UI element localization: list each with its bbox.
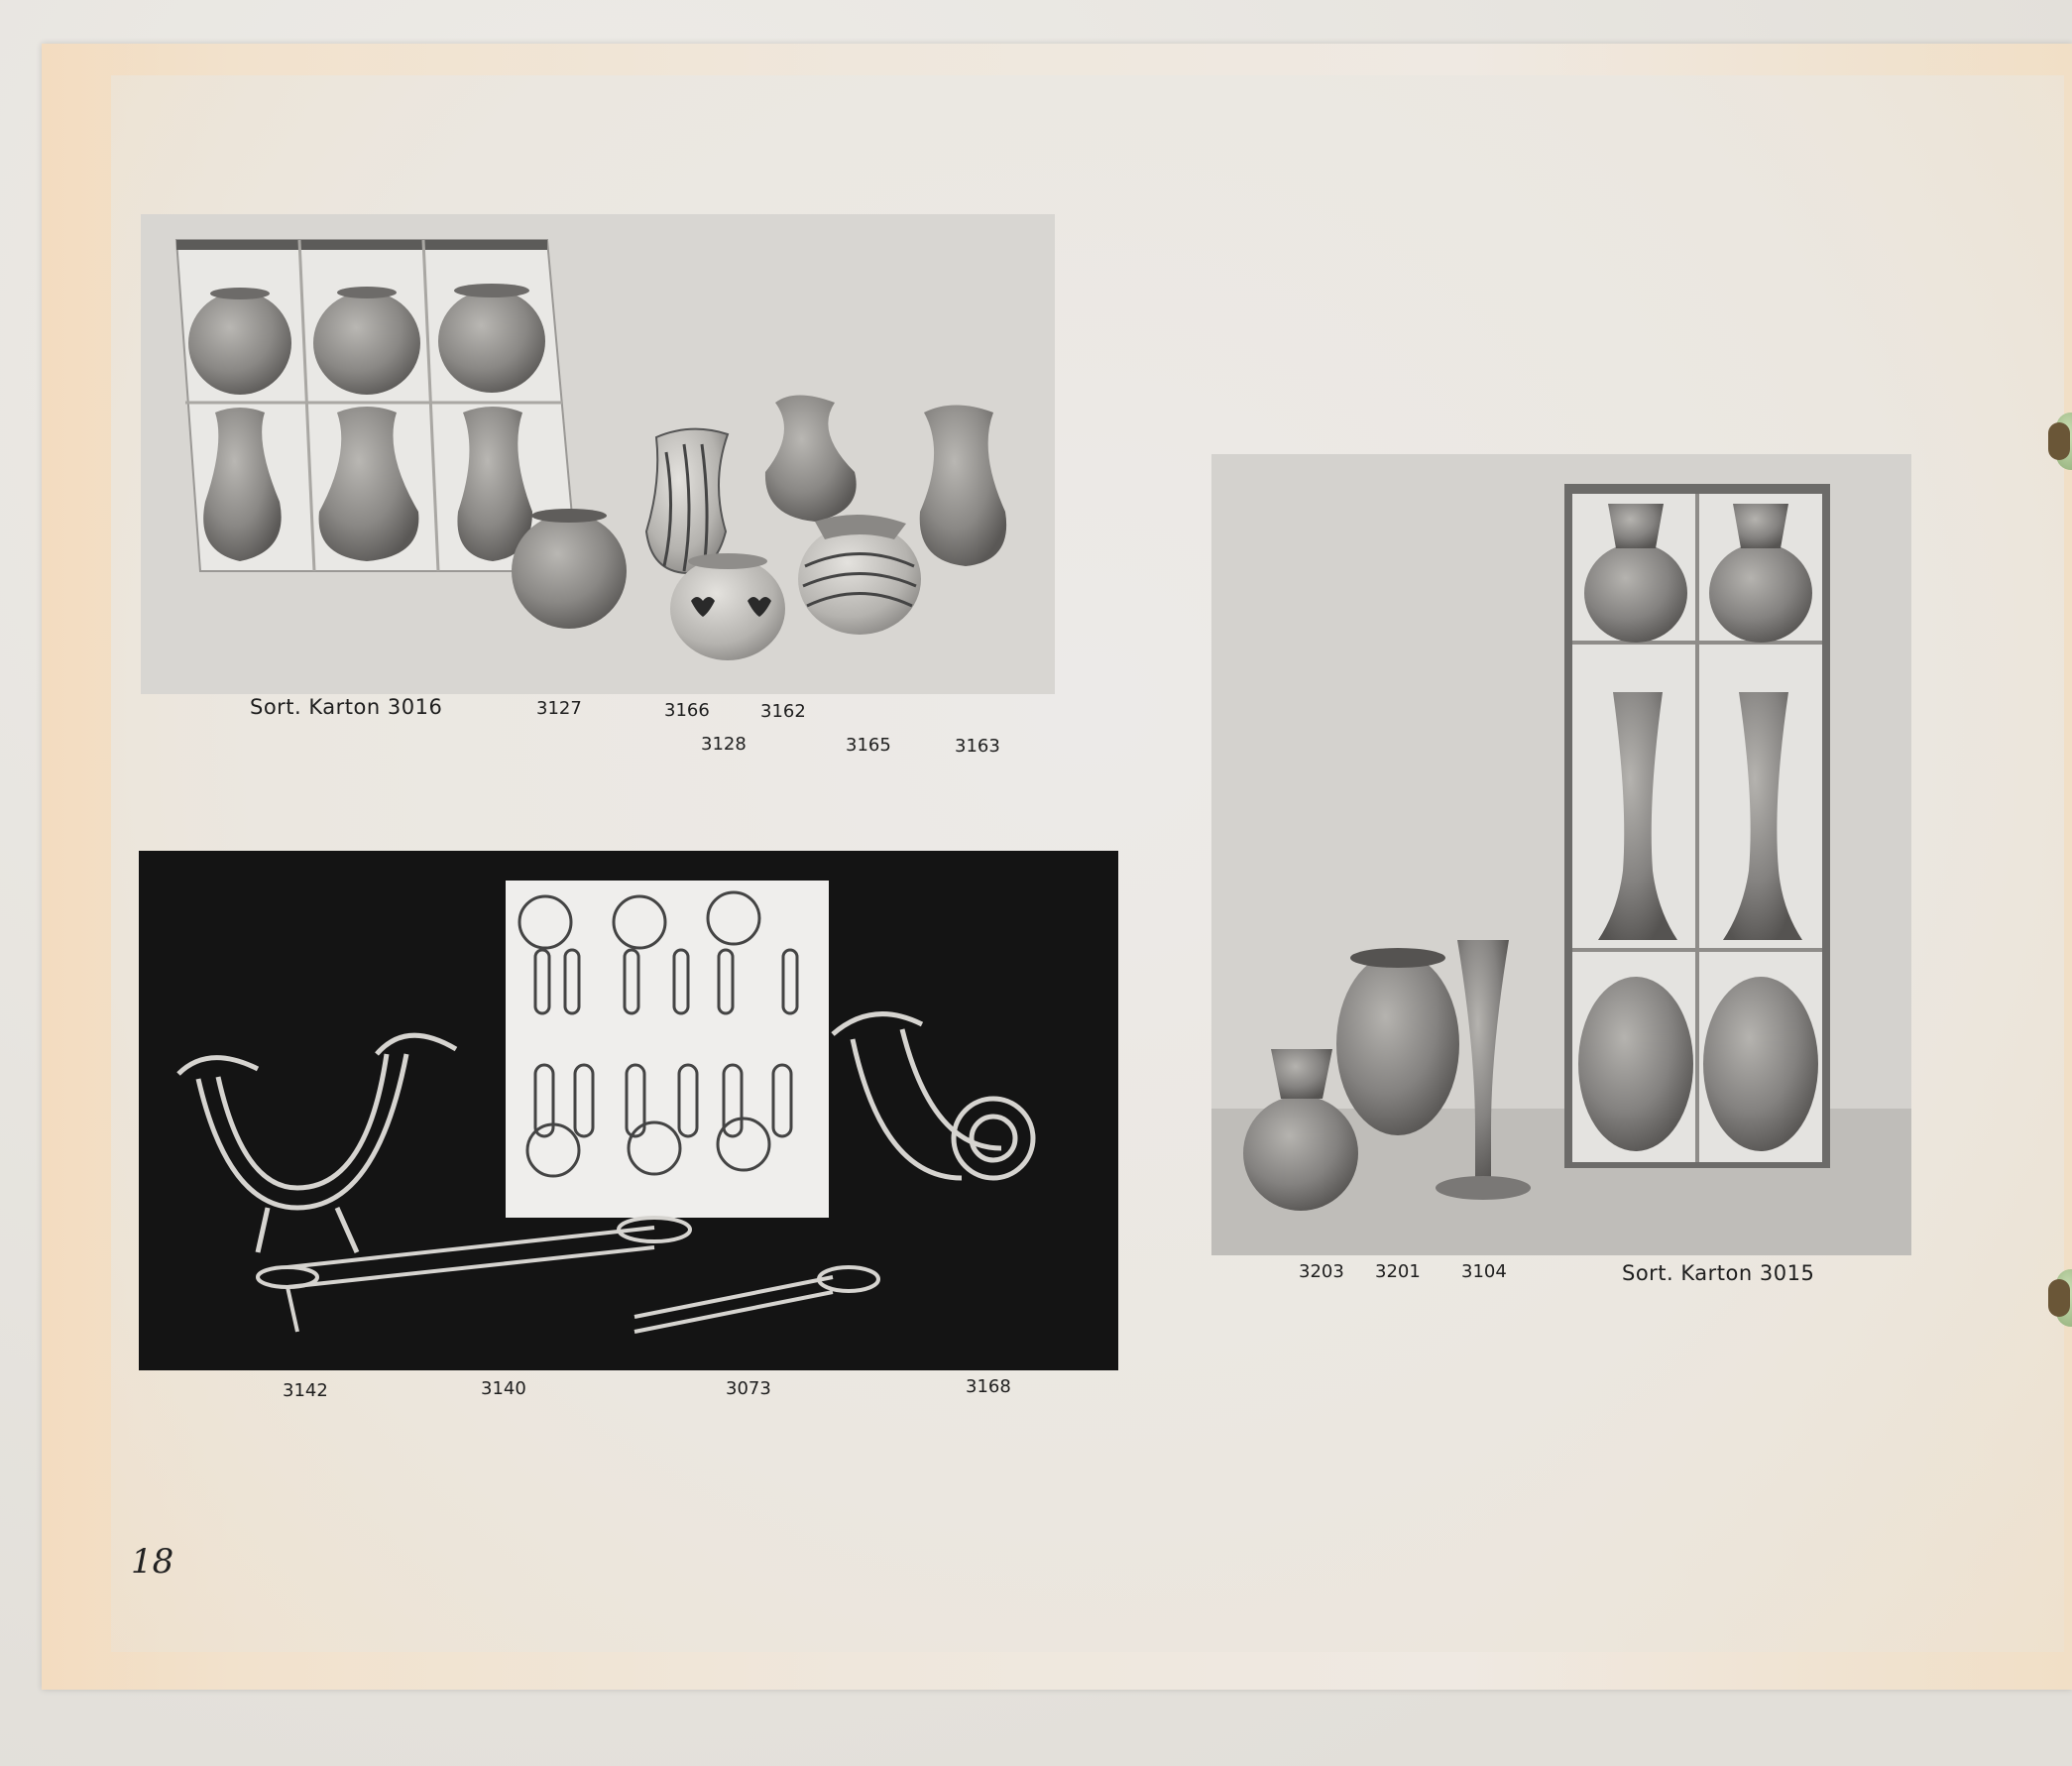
caption-3165: 3165 bbox=[846, 735, 891, 756]
caption-3163: 3163 bbox=[955, 736, 1000, 757]
caption-3166: 3166 bbox=[664, 700, 710, 721]
caption-sort-karton-3016: Sort. Karton 3016 bbox=[250, 695, 443, 719]
binder-ring-bottom bbox=[2056, 1269, 2072, 1327]
caption-3128: 3128 bbox=[701, 734, 747, 755]
photo-tall-carton-assortment bbox=[1211, 454, 1911, 1255]
vase-assortment-illustration bbox=[141, 214, 1055, 694]
page-number: 18 bbox=[131, 1542, 174, 1582]
caption-3127: 3127 bbox=[536, 698, 582, 719]
caption-3203: 3203 bbox=[1299, 1261, 1344, 1282]
horns-illustration bbox=[139, 851, 1118, 1370]
caption-3162: 3162 bbox=[760, 701, 806, 722]
binder-ring-top bbox=[2056, 412, 2072, 470]
caption-3073: 3073 bbox=[726, 1378, 771, 1399]
photo-vase-assortment bbox=[141, 214, 1055, 694]
caption-3168: 3168 bbox=[966, 1376, 1011, 1397]
caption-3201: 3201 bbox=[1375, 1261, 1421, 1282]
caption-3142: 3142 bbox=[283, 1380, 328, 1401]
caption-3140: 3140 bbox=[481, 1378, 526, 1399]
photo-horns-and-candleholders bbox=[139, 851, 1118, 1370]
caption-sort-karton-3015: Sort. Karton 3015 bbox=[1622, 1261, 1815, 1285]
caption-3104: 3104 bbox=[1461, 1261, 1507, 1282]
tall-carton-illustration bbox=[1211, 454, 1911, 1255]
